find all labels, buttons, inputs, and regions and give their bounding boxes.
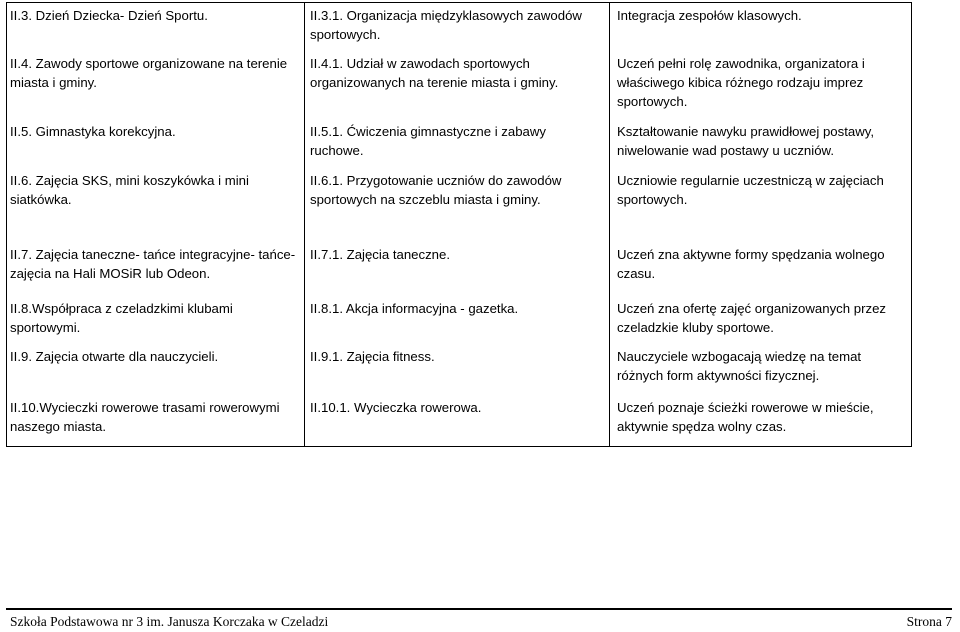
row-2-task: II.4.1. Udział w zawodach sportowych organizowanych na terenie miasta i gminy. (310, 56, 559, 90)
row-6-task: II.8.1. Akcja informacyjna - gazetka. (310, 301, 519, 316)
row-6-outcome: Uczeń zna ofertę zajęć organizowanych przez czeladzkie kluby sportowe. (617, 301, 887, 335)
row-2-outcome: Uczeń pełni rolę zawodnika, organizatora i właściwego kibica różnego rodzaju imprez sportowych. (617, 56, 865, 109)
row-8-outcome: Uczeń poznaje ścieżki rowerowe w mieście, aktywnie spędza wolny czas. (617, 400, 874, 434)
row-5-outcome: Uczeń zna aktywne formy spędzania wolnego czasu. (617, 247, 885, 281)
row-8-task: II.10.1. Wycieczka rowerowa. (310, 400, 482, 415)
footer-page-number: Strona 7 (906, 614, 952, 629)
row-3-task: II.5.1. Ćwiczenia gimnastyczne i zabawy ruchowe. (310, 124, 547, 158)
row-7-task: II.9.1. Zajęcia fitness. (310, 349, 435, 364)
row-3-activity: II.5. Gimnastyka korekcyjna. (10, 124, 176, 139)
column-divider-2 (609, 3, 610, 446)
row-4-task: II.6.1. Przygotowanie uczniów do zawodów sportowych na szczeblu miasta i gminy. (310, 173, 562, 207)
page-footer (6, 608, 952, 632)
row-2-activity: II.4. Zawody sportowe organizowane na terenie miasta i gminy. (10, 56, 288, 90)
row-5-activity: II.7. Zajęcia taneczne- tańce integracyjne- tańce- zajęcia na Hali MOSiR lub Odeon. (10, 247, 296, 281)
row-4-activity: II.6. Zajęcia SKS, mini koszykówka i mini siatkówka. (10, 173, 249, 207)
row-7-outcome: Nauczyciele wzbogacają wiedzę na temat różnych form aktywności fizycznej. (617, 349, 862, 383)
footer-school-name: Szkoła Podstawowa nr 3 im. Janusza Korczaka w Czeladzi (10, 614, 329, 629)
row-4-outcome: Uczniowie regularnie uczestniczą w zajęciach sportowych. (617, 173, 884, 207)
row-7-activity: II.9. Zajęcia otwarte dla nauczycieli. (10, 349, 219, 364)
row-1-task: II.3.1. Organizacja międzyklasowych zawodów sportowych. (310, 8, 582, 42)
row-6-activity: II.8.Współpraca z czeladzkimi klubami sportowymi. (10, 301, 233, 335)
row-3-outcome: Kształtowanie nawyku prawidłowej postawy, niwelowanie wad postawy u uczniów. (617, 124, 875, 158)
row-1-activity: II.3. Dzień Dziecka- Dzień Sportu. (10, 8, 208, 23)
row-5-task: II.7.1. Zajęcia taneczne. (310, 247, 451, 262)
column-divider-1 (304, 3, 305, 446)
program-table (6, 2, 912, 447)
row-8-activity: II.10.Wycieczki rowerowe trasami rowerowymi naszego miasta. (10, 400, 280, 434)
row-1-outcome: Integracja zespołów klasowych. (617, 8, 802, 23)
